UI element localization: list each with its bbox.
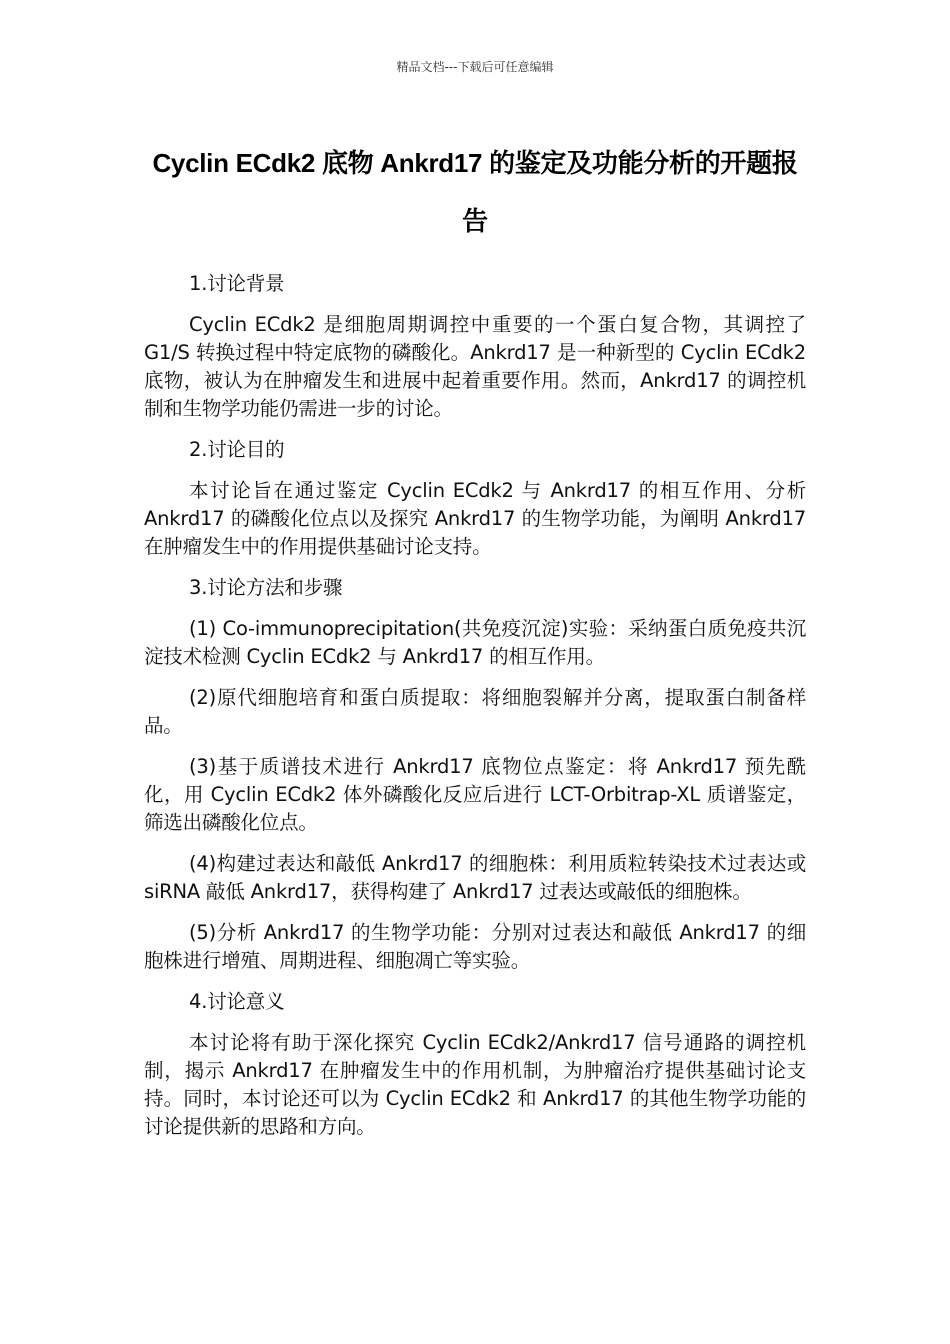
section-heading-background: 1.讨论背景 xyxy=(189,272,285,295)
method-step-3: (3)基于质谱技术进行 Ankrd17 底物位点鉴定：将 Ankrd17 预先酰化，用 Cyclin ECdk2 体外磷酸化反应后进行 LCT-Orbitrap-XL 质谱鉴定，筛选出磷酸化位点。 xyxy=(144,755,806,834)
section-heading-significance: 4.讨论意义 xyxy=(189,990,285,1013)
method-step-5: (5)分析 Ankrd17 的生物学功能：分别对过表达和敲低 Ankrd17 的细胞株进行增殖、周期进程、细胞凋亡等实验。 xyxy=(144,921,806,972)
document-body xyxy=(144,270,806,1154)
method-step-2: (2)原代细胞培育和蛋白质提取：将细胞裂解并分离，提取蛋白制备样品。 xyxy=(144,686,806,737)
paragraph-purpose: 本讨论旨在通过鉴定 Cyclin ECdk2 与 Ankrd17 的相互作用、分析 Ankrd17 的磷酸化位点以及探究 Ankrd17 的生物学功能，为阐明 Ankrd17 在肿瘤发生中的作用提供基础讨论支持。 xyxy=(144,479,806,558)
section-heading-purpose: 2.讨论目的 xyxy=(189,438,285,461)
page-header: 精品文档---下载后可任意编辑 xyxy=(396,60,554,74)
method-step-1: (1) Co-immunoprecipitation(共免疫沉淀)实验：采纳蛋白质免疫共沉淀技术检测 Cyclin ECdk2 与 Ankrd17 的相互作用。 xyxy=(144,617,806,668)
paragraph-significance: 本讨论将有助于深化探究 Cyclin ECdk2/Ankrd17 信号通路的调控机制，揭示 Ankrd17 在肿瘤发生中的作用机制，为肿瘤治疗提供基础讨论支持。同时，本讨论还可以为 Cyclin ECdk2 和 Ankrd17 的其他生物学功能的讨论提供新的思路和方向。 xyxy=(144,1031,806,1138)
document-title: Cyclin ECdk2 底物 Ankrd17 的鉴定及功能分析的开题报告 xyxy=(152,148,798,236)
method-step-4: (4)构建过表达和敲低 Ankrd17 的细胞株：利用质粒转染技术过表达或 siRNA 敲低 Ankrd17，获得构建了 Ankrd17 过表达或敲低的细胞株。 xyxy=(144,852,806,903)
paragraph-background: Cyclin ECdk2 是细胞周期调控中重要的一个蛋白复合物，其调控了 G1/S 转换过程中特定底物的磷酸化。Ankrd17 是一种新型的 Cyclin ECdk2 底物，被认为在肿瘤发生和进展中起着重要作用。然而，Ankrd17 的调控机制和生物学功能仍需进一步的讨论。 xyxy=(144,313,806,420)
section-heading-methods: 3.讨论方法和步骤 xyxy=(189,576,343,599)
